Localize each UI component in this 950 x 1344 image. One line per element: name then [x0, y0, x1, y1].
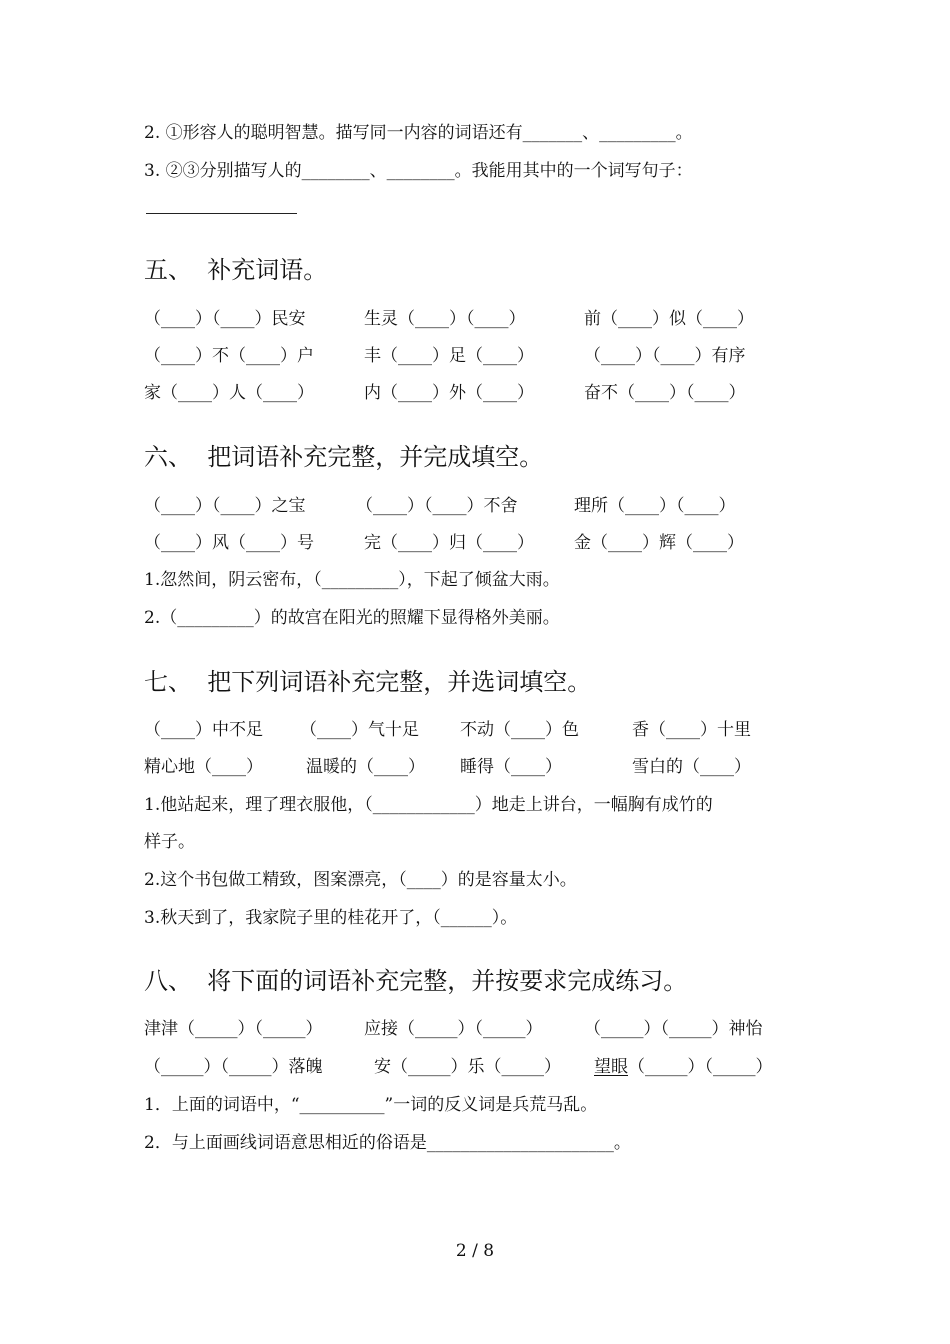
s7-r2-c1: 精心地（____） [144, 757, 263, 777]
s7-r1-c4: 香（____）十里 [632, 720, 751, 740]
s8-r1-c3: （_____）（_____）神怡 [584, 1019, 763, 1039]
s8-r2-c3-blanks: （_____）（_____） [628, 1057, 773, 1077]
s6-r1-c1: （____）（____）之宝 [144, 496, 306, 516]
section-5-title: 五、 补充词语。 [144, 256, 328, 284]
s7-question-1: 1.他站起来，理了理衣服他，（____________）地走上讲台，一幅胸有成竹的 [144, 795, 713, 815]
s5-r3-c2: 内（____）外（____） [364, 383, 534, 403]
section-7-title: 七、 把下列词语补充完整，并选词填空。 [144, 668, 592, 696]
s7-r2-c2: 温暖的（____） [306, 757, 425, 777]
s8-r1-c2: 应接（_____）（_____） [364, 1019, 543, 1039]
s6-r2-c2: 完（____）归（____） [364, 533, 534, 553]
question-3-top: 3. ②③分别描写人的________、________。我能用其中的一个词写句子： [144, 161, 693, 181]
s7-r1-c3: 不动（____）色 [460, 720, 579, 740]
s8-question-1: 1．上面的词语中，“__________”一词的反义词是兵荒马乱。 [144, 1095, 598, 1115]
s5-r3-c3: 奋不（____）（____） [584, 383, 746, 403]
s5-r1-c3: 前（____）似（____） [584, 309, 754, 329]
question-2-top: 2. ①形容人的聪明智慧。描写同一内容的词语还有_______、_________。 [144, 123, 693, 143]
underlined-word: 望眼 [594, 1057, 628, 1077]
s5-r2-c3: （____）（____）有序 [584, 346, 746, 366]
page-number: 2 / 8 [455, 1241, 495, 1261]
s6-r2-c3: 金（____）辉（____） [574, 533, 744, 553]
s7-question-2: 2.这个书包做工精致，图案漂亮，（____）的是容量太小。 [144, 870, 577, 890]
s7-r2-c4: 雪白的（____） [632, 757, 751, 777]
s7-r2-c3: 睡得（____） [460, 757, 562, 777]
s8-r2-c1: （_____）（_____）落魄 [144, 1057, 323, 1077]
s5-r1-c1: （____）（____）民安 [144, 309, 306, 329]
s7-question-1-cont: 样子。 [144, 832, 195, 852]
answer-line [146, 213, 297, 214]
s6-r1-c2: （____）（____）不舍 [356, 496, 518, 516]
s8-r2-c3 [594, 1056, 773, 1078]
s5-r1-c2: 生灵（____）（____） [364, 309, 526, 329]
s8-r1-c1: 津津（_____）（_____） [144, 1019, 323, 1039]
s7-question-3: 3.秋天到了，我家院子里的桂花开了，（______）。 [144, 908, 518, 928]
s6-question-1: 1.忽然间，阴云密布，（_________），下起了倾盆大雨。 [144, 570, 560, 590]
s8-question-2: 2．与上面画线词语意思相近的俗语是______________________。 [144, 1133, 631, 1153]
s5-r3-c1: 家（____）人（____） [144, 383, 314, 403]
section-8-title: 八、 将下面的词语补充完整，并按要求完成练习。 [144, 967, 688, 995]
s5-r2-c1: （____）不（____）户 [144, 346, 314, 366]
s7-r1-c1: （____）中不足 [144, 720, 263, 740]
s6-r1-c3: 理所（____）（____） [574, 496, 736, 516]
s6-r2-c1: （____）风（____）号 [144, 533, 314, 553]
section-6-title: 六、 把词语补充完整，并完成填空。 [144, 443, 544, 471]
s5-r2-c2: 丰（____）足（____） [364, 346, 534, 366]
s6-question-2: 2.（_________）的故宫在阳光的照耀下显得格外美丽。 [144, 608, 560, 628]
s7-r1-c2: （____）气十足 [300, 720, 419, 740]
s8-r2-c2: 安（_____）乐（_____） [374, 1057, 561, 1077]
